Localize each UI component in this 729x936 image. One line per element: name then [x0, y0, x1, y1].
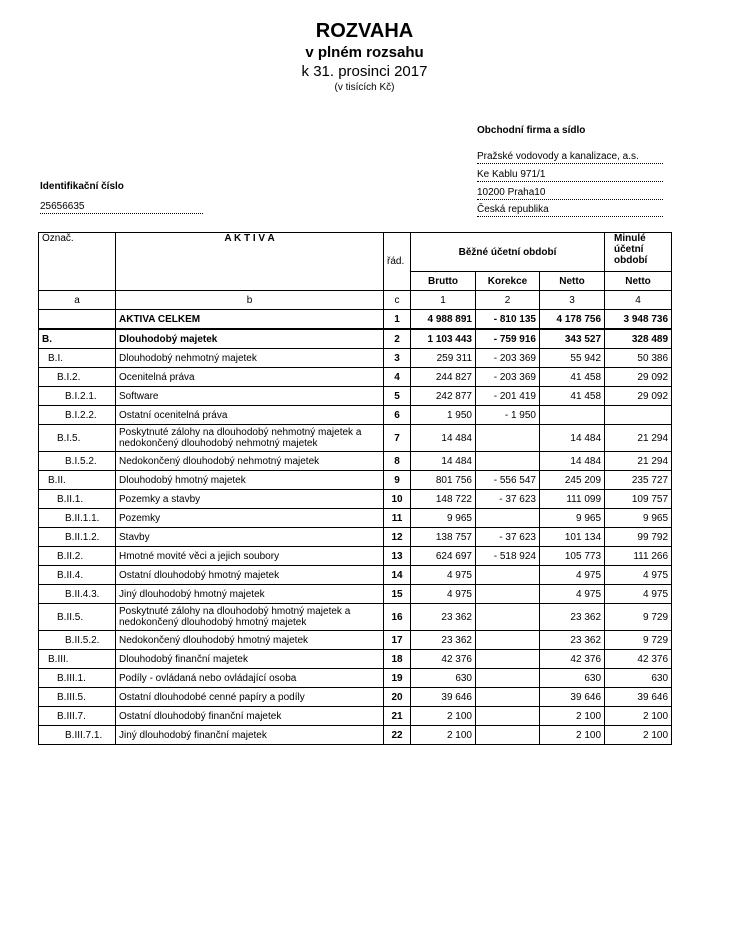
row-prior-netto: 630 [605, 669, 672, 688]
table-row [39, 566, 672, 585]
row-name: Software [116, 387, 384, 406]
row-line: 7 [384, 425, 411, 452]
row-line: 9 [384, 471, 411, 490]
row-prior-netto: 111 266 [605, 547, 672, 566]
row-code: B.I.5. [39, 425, 116, 452]
row-korekce [476, 604, 540, 631]
row-korekce [476, 707, 540, 726]
row-netto: 41 458 [540, 387, 605, 406]
row-brutto: 244 827 [411, 368, 476, 387]
row-brutto: 2 100 [411, 726, 476, 745]
row-line: 3 [384, 349, 411, 368]
table-row [39, 528, 672, 547]
row-brutto: 4 988 891 [411, 310, 476, 330]
row-code: B.II. [39, 471, 116, 490]
row-line: 19 [384, 669, 411, 688]
row-name: Ocenitelná práva [116, 368, 384, 387]
table-row [39, 604, 672, 631]
row-netto: 4 975 [540, 585, 605, 604]
row-line: 13 [384, 547, 411, 566]
table-row [39, 726, 672, 745]
id-label: Identifikační číslo [40, 181, 124, 192]
header-num-4: 4 [605, 291, 672, 310]
row-brutto: 1 950 [411, 406, 476, 425]
row-netto [540, 406, 605, 425]
table-row [39, 425, 672, 452]
row-korekce [476, 566, 540, 585]
row-brutto: 23 362 [411, 631, 476, 650]
row-code: B.II.5. [39, 604, 116, 631]
row-code: B.III.7.1. [39, 726, 116, 745]
row-line: 20 [384, 688, 411, 707]
header-letter-c: c [384, 291, 411, 310]
table-row [39, 368, 672, 387]
document-date: k 31. prosinci 2017 [301, 63, 428, 80]
row-code: B.III. [39, 650, 116, 669]
row-netto: 105 773 [540, 547, 605, 566]
company-name: Pražské vodovody a kanalizace, a.s. [477, 150, 663, 164]
row-netto: 41 458 [540, 368, 605, 387]
row-prior-netto: 9 965 [605, 509, 672, 528]
row-code: B.I.2.2. [39, 406, 116, 425]
table-header [39, 233, 672, 310]
row-netto: 101 134 [540, 528, 605, 547]
row-name: Dlouhodobý finanční majetek [116, 650, 384, 669]
row-name: Poskytnuté zálohy na dlouhodobý nehmotný majetek a nedokončený dlouhodobý nehmotný majetek [116, 425, 384, 452]
row-line: 5 [384, 387, 411, 406]
row-code: B.II.4. [39, 566, 116, 585]
row-code: B.II.1.2. [39, 528, 116, 547]
row-name: Ostatní dlouhodobý finanční majetek [116, 707, 384, 726]
row-korekce [476, 631, 540, 650]
row-code: B.I.5.2. [39, 452, 116, 471]
company-city: 10200 Praha10 [477, 186, 663, 200]
row-name: Dlouhodobý nehmotný majetek [116, 349, 384, 368]
header-netto-prior: Netto [605, 272, 672, 291]
row-code [39, 310, 116, 330]
row-prior-netto: 50 386 [605, 349, 672, 368]
row-netto: 14 484 [540, 425, 605, 452]
row-line: 1 [384, 310, 411, 330]
table-row [39, 329, 672, 349]
row-brutto: 630 [411, 669, 476, 688]
row-code: B.I.2.1. [39, 387, 116, 406]
row-line: 15 [384, 585, 411, 604]
row-line: 11 [384, 509, 411, 528]
balance-sheet-table [38, 232, 672, 745]
row-korekce [476, 452, 540, 471]
table-row [39, 471, 672, 490]
row-code: B.II.4.3. [39, 585, 116, 604]
row-prior-netto: 109 757 [605, 490, 672, 509]
header-prior-period: Minulé účetní období [605, 233, 672, 272]
row-prior-netto: 42 376 [605, 650, 672, 669]
row-korekce: - 759 916 [476, 329, 540, 349]
row-prior-netto: 4 975 [605, 566, 672, 585]
table-row [39, 310, 672, 330]
row-korekce: - 1 950 [476, 406, 540, 425]
row-netto: 55 942 [540, 349, 605, 368]
row-prior-netto: 2 100 [605, 726, 672, 745]
row-code: B.III.1. [39, 669, 116, 688]
row-name: Ostatní ocenitelná práva [116, 406, 384, 425]
table-row [39, 547, 672, 566]
row-brutto: 39 646 [411, 688, 476, 707]
row-code: B.III.7. [39, 707, 116, 726]
row-korekce [476, 726, 540, 745]
row-line: 22 [384, 726, 411, 745]
row-line: 16 [384, 604, 411, 631]
row-code: B.II.1. [39, 490, 116, 509]
row-code: B.III.5. [39, 688, 116, 707]
table-row [39, 631, 672, 650]
id-value: 25656635 [40, 200, 203, 214]
row-line: 21 [384, 707, 411, 726]
row-korekce [476, 509, 540, 528]
row-name: Podíly - ovládaná nebo ovládající osoba [116, 669, 384, 688]
row-netto: 245 209 [540, 471, 605, 490]
header-num-2: 2 [476, 291, 540, 310]
header-current-period: Běžné účetní období [411, 233, 605, 272]
row-name: Pozemky a stavby [116, 490, 384, 509]
row-code: B.I.2. [39, 368, 116, 387]
row-code: B.II.2. [39, 547, 116, 566]
table-row [39, 387, 672, 406]
row-korekce [476, 585, 540, 604]
row-netto: 9 965 [540, 509, 605, 528]
company-label: Obchodní firma a sídlo [477, 125, 586, 136]
row-prior-netto: 29 092 [605, 387, 672, 406]
row-name: Ostatní dlouhodobý hmotný majetek [116, 566, 384, 585]
header-aktiva: A K T I V A [116, 233, 384, 291]
document-subtitle: v plném rozsahu [305, 44, 424, 61]
table-row [39, 669, 672, 688]
row-korekce [476, 688, 540, 707]
table-row [39, 707, 672, 726]
row-prior-netto [605, 406, 672, 425]
row-code: B.II.5.2. [39, 631, 116, 650]
row-prior-netto: 99 792 [605, 528, 672, 547]
table-row [39, 349, 672, 368]
row-korekce: - 518 924 [476, 547, 540, 566]
row-prior-netto: 21 294 [605, 452, 672, 471]
row-name: Stavby [116, 528, 384, 547]
row-brutto: 259 311 [411, 349, 476, 368]
company-street: Ke Kablu 971/1 [477, 168, 663, 182]
row-brutto: 242 877 [411, 387, 476, 406]
row-brutto: 42 376 [411, 650, 476, 669]
row-netto: 39 646 [540, 688, 605, 707]
header-korekce: Korekce [476, 272, 540, 291]
row-korekce: - 37 623 [476, 528, 540, 547]
header-rad: řád. [384, 233, 411, 291]
row-brutto: 148 722 [411, 490, 476, 509]
row-code: B.II.1.1. [39, 509, 116, 528]
row-brutto: 9 965 [411, 509, 476, 528]
row-line: 18 [384, 650, 411, 669]
row-korekce: - 203 369 [476, 349, 540, 368]
row-brutto: 14 484 [411, 425, 476, 452]
row-prior-netto: 9 729 [605, 604, 672, 631]
row-korekce [476, 650, 540, 669]
row-netto: 42 376 [540, 650, 605, 669]
row-netto: 23 362 [540, 604, 605, 631]
row-line: 6 [384, 406, 411, 425]
row-name: Jiný dlouhodobý finanční majetek [116, 726, 384, 745]
row-prior-netto: 2 100 [605, 707, 672, 726]
row-brutto: 624 697 [411, 547, 476, 566]
row-line: 4 [384, 368, 411, 387]
row-line: 17 [384, 631, 411, 650]
row-name: AKTIVA CELKEM [116, 310, 384, 330]
row-name: Ostatní dlouhodobé cenné papíry a podíly [116, 688, 384, 707]
table-row [39, 650, 672, 669]
header-letter-a: a [39, 291, 116, 310]
header-oznac: Označ. [39, 233, 116, 291]
row-brutto: 1 103 443 [411, 329, 476, 349]
row-name: Pozemky [116, 509, 384, 528]
row-netto: 14 484 [540, 452, 605, 471]
row-line: 8 [384, 452, 411, 471]
row-code: B. [39, 329, 116, 349]
row-brutto: 14 484 [411, 452, 476, 471]
document-title: ROZVAHA [315, 20, 414, 42]
row-netto: 2 100 [540, 707, 605, 726]
row-name: Dlouhodobý hmotný majetek [116, 471, 384, 490]
row-code: B.I. [39, 349, 116, 368]
header-num-3: 3 [540, 291, 605, 310]
table-row [39, 452, 672, 471]
row-korekce [476, 425, 540, 452]
table-row [39, 490, 672, 509]
row-brutto: 138 757 [411, 528, 476, 547]
row-prior-netto: 4 975 [605, 585, 672, 604]
row-netto: 111 099 [540, 490, 605, 509]
row-name: Nedokončený dlouhodobý nehmotný majetek [116, 452, 384, 471]
table-body [39, 310, 672, 745]
row-brutto: 801 756 [411, 471, 476, 490]
row-korekce [476, 669, 540, 688]
row-brutto: 23 362 [411, 604, 476, 631]
row-korekce: - 37 623 [476, 490, 540, 509]
row-netto: 4 178 756 [540, 310, 605, 330]
header-brutto: Brutto [411, 272, 476, 291]
row-netto: 23 362 [540, 631, 605, 650]
row-brutto: 2 100 [411, 707, 476, 726]
row-name: Jiný dlouhodobý hmotný majetek [116, 585, 384, 604]
row-prior-netto: 328 489 [605, 329, 672, 349]
row-netto: 343 527 [540, 329, 605, 349]
row-line: 10 [384, 490, 411, 509]
row-brutto: 4 975 [411, 585, 476, 604]
row-prior-netto: 39 646 [605, 688, 672, 707]
row-name: Hmotné movité věci a jejich soubory [116, 547, 384, 566]
row-prior-netto: 9 729 [605, 631, 672, 650]
row-korekce: - 810 135 [476, 310, 540, 330]
row-line: 12 [384, 528, 411, 547]
row-netto: 4 975 [540, 566, 605, 585]
row-korekce: - 201 419 [476, 387, 540, 406]
row-brutto: 4 975 [411, 566, 476, 585]
row-prior-netto: 21 294 [605, 425, 672, 452]
row-korekce: - 556 547 [476, 471, 540, 490]
company-country: Česká republika [477, 203, 663, 217]
document-unit: (v tisících Kč) [334, 82, 395, 93]
row-name: Nedokončený dlouhodobý hmotný majetek [116, 631, 384, 650]
row-korekce: - 203 369 [476, 368, 540, 387]
header-num-1: 1 [411, 291, 476, 310]
row-name: Poskytnuté zálohy na dlouhodobý hmotný majetek a nedokončený dlouhodobý hmotný majetek [116, 604, 384, 631]
table-row [39, 585, 672, 604]
header-netto: Netto [540, 272, 605, 291]
table-row [39, 688, 672, 707]
row-line: 14 [384, 566, 411, 585]
row-prior-netto: 29 092 [605, 368, 672, 387]
header-letter-b: b [116, 291, 384, 310]
row-netto: 630 [540, 669, 605, 688]
table-row [39, 406, 672, 425]
row-prior-netto: 235 727 [605, 471, 672, 490]
row-name: Dlouhodobý majetek [116, 329, 384, 349]
table-row [39, 509, 672, 528]
row-line: 2 [384, 329, 411, 349]
row-prior-netto: 3 948 736 [605, 310, 672, 330]
row-netto: 2 100 [540, 726, 605, 745]
